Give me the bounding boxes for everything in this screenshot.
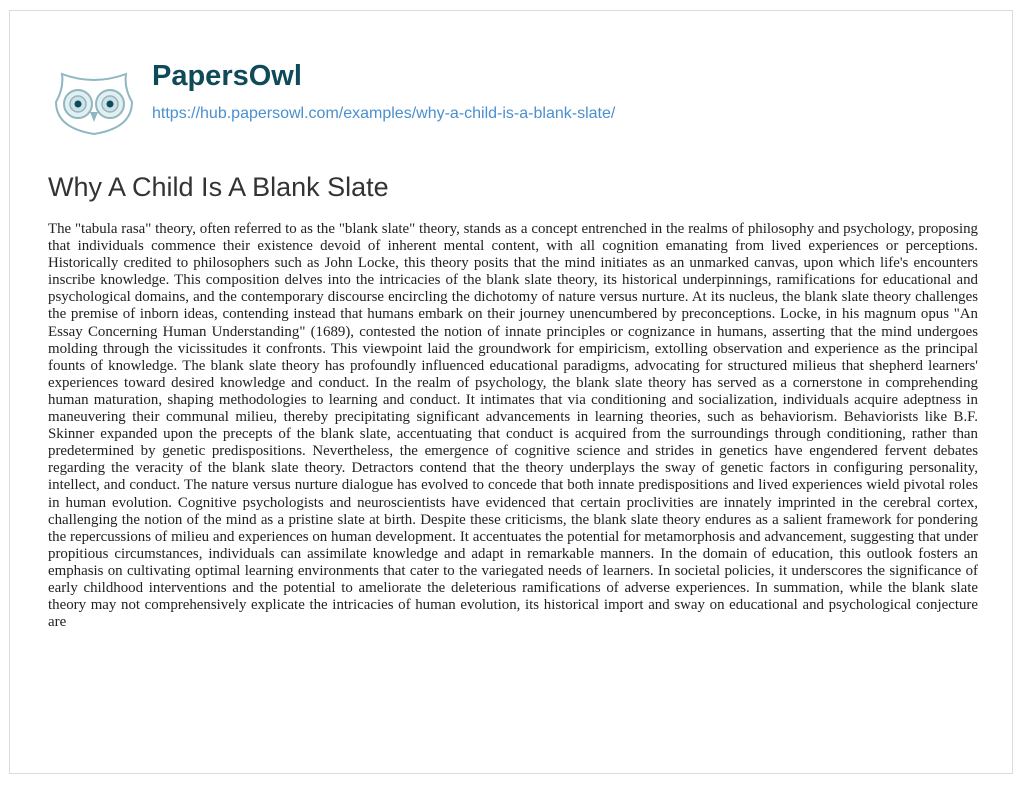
article-body: The "tabula rasa" theory, often referred to as the "blank slate" theory, stands as a concept entrenched in the realms of philosophy and psychology, proposing that individuals commence their existence devoid of inherent mental content, with all cognition emanating from lived experiences or perceptions. Historically credited to philosophers such as John Locke, this theory posits that the mind initiates as an unmarked canvas, upon which life's encounters inscribe knowledge. This composition delves into the intricacies of the blank slate theory, its historical underpinnings, ramifications for educational and psychological domains, and the contemporary discourse encircling the dichotomy of nature versus nurture. At its nucleus, the blank slate theory challenges the premise of inborn ideas, contending instead that humans embark on their journey unencumbered by preconceptions. Locke, in his magnum opus "An Essay Concerning Human Understanding" (1689), contested the notion of innate principles or cognizance in humans, asserting that the mind undergoes molding through the vicissitudes it confronts. This viewpoint laid the groundwork for empiricism, extolling observation and experience as the principal founts of knowledge. The blank slate theory has profoundly influenced educational paradigms, advocating for structured milieus that shepherd learners' experiences toward desired knowledge and conduct. In the realm of psychology, the blank slate theory has served as a cornerstone in comprehending human maturation, shaping methodologies to learning and conduct. It intimates that via conditioning and socialization, individuals acquire adeptness in maneuvering their communal milieu, thereby precipitating significant advancements in learning theories, such as behaviorism. Behaviorists like B.F. Skinner expanded upon the precepts of the blank slate, accentuating that conduct is acquired from the surroundings through conditioning, rather than predetermined by genetic predispositions. Nevertheless, the emergence of cognitive science and strides in genetics have engendered fervent debates regarding the veracity of the blank slate theory. Detractors contend that the theory underplays the sway of genetic factors in configuring personality, intellect, and conduct. The nature versus nurture dialogue has evolved to concede that both innate predispositions and lived experiences wield pivotal roles in human evolution. Cognitive psychologists and neuroscientists have evidenced that certain proclivities are innately imprinted in the cerebral cortex, challenging the notion of the mind as a pristine slate at birth. Despite these criticisms, the blank slate theory endures as a salient framework for pondering the repercussions of milieu and experiences on human development. It accentuates the potential for metamorphosis and advancement, suggesting that under propitious circumstances, individuals can assimilate knowledge and adapt in remarkable manners. In the domain of education, this outlook fosters an emphasis on cultivating optimal learning environments that cater to the variegated needs of learners. In societal policies, it underscores the significance of early childhood interventions and the potential to ameliorate the deleterious ramifications of adverse experiences. In summation, while the blank slate theory may not comprehensively explicate the intricacies of human evolution, its historical import and sway on educational and psychological conjecture are (48, 221, 978, 631)
brand-name[interactable]: PapersOwl (152, 60, 302, 92)
page-title: Why A Child Is A Blank Slate (48, 172, 389, 202)
owl-logo-icon (48, 68, 140, 138)
source-url-link[interactable]: https://hub.papersowl.com/examples/why-a-child-is-a-blank-slate/ (152, 105, 616, 122)
